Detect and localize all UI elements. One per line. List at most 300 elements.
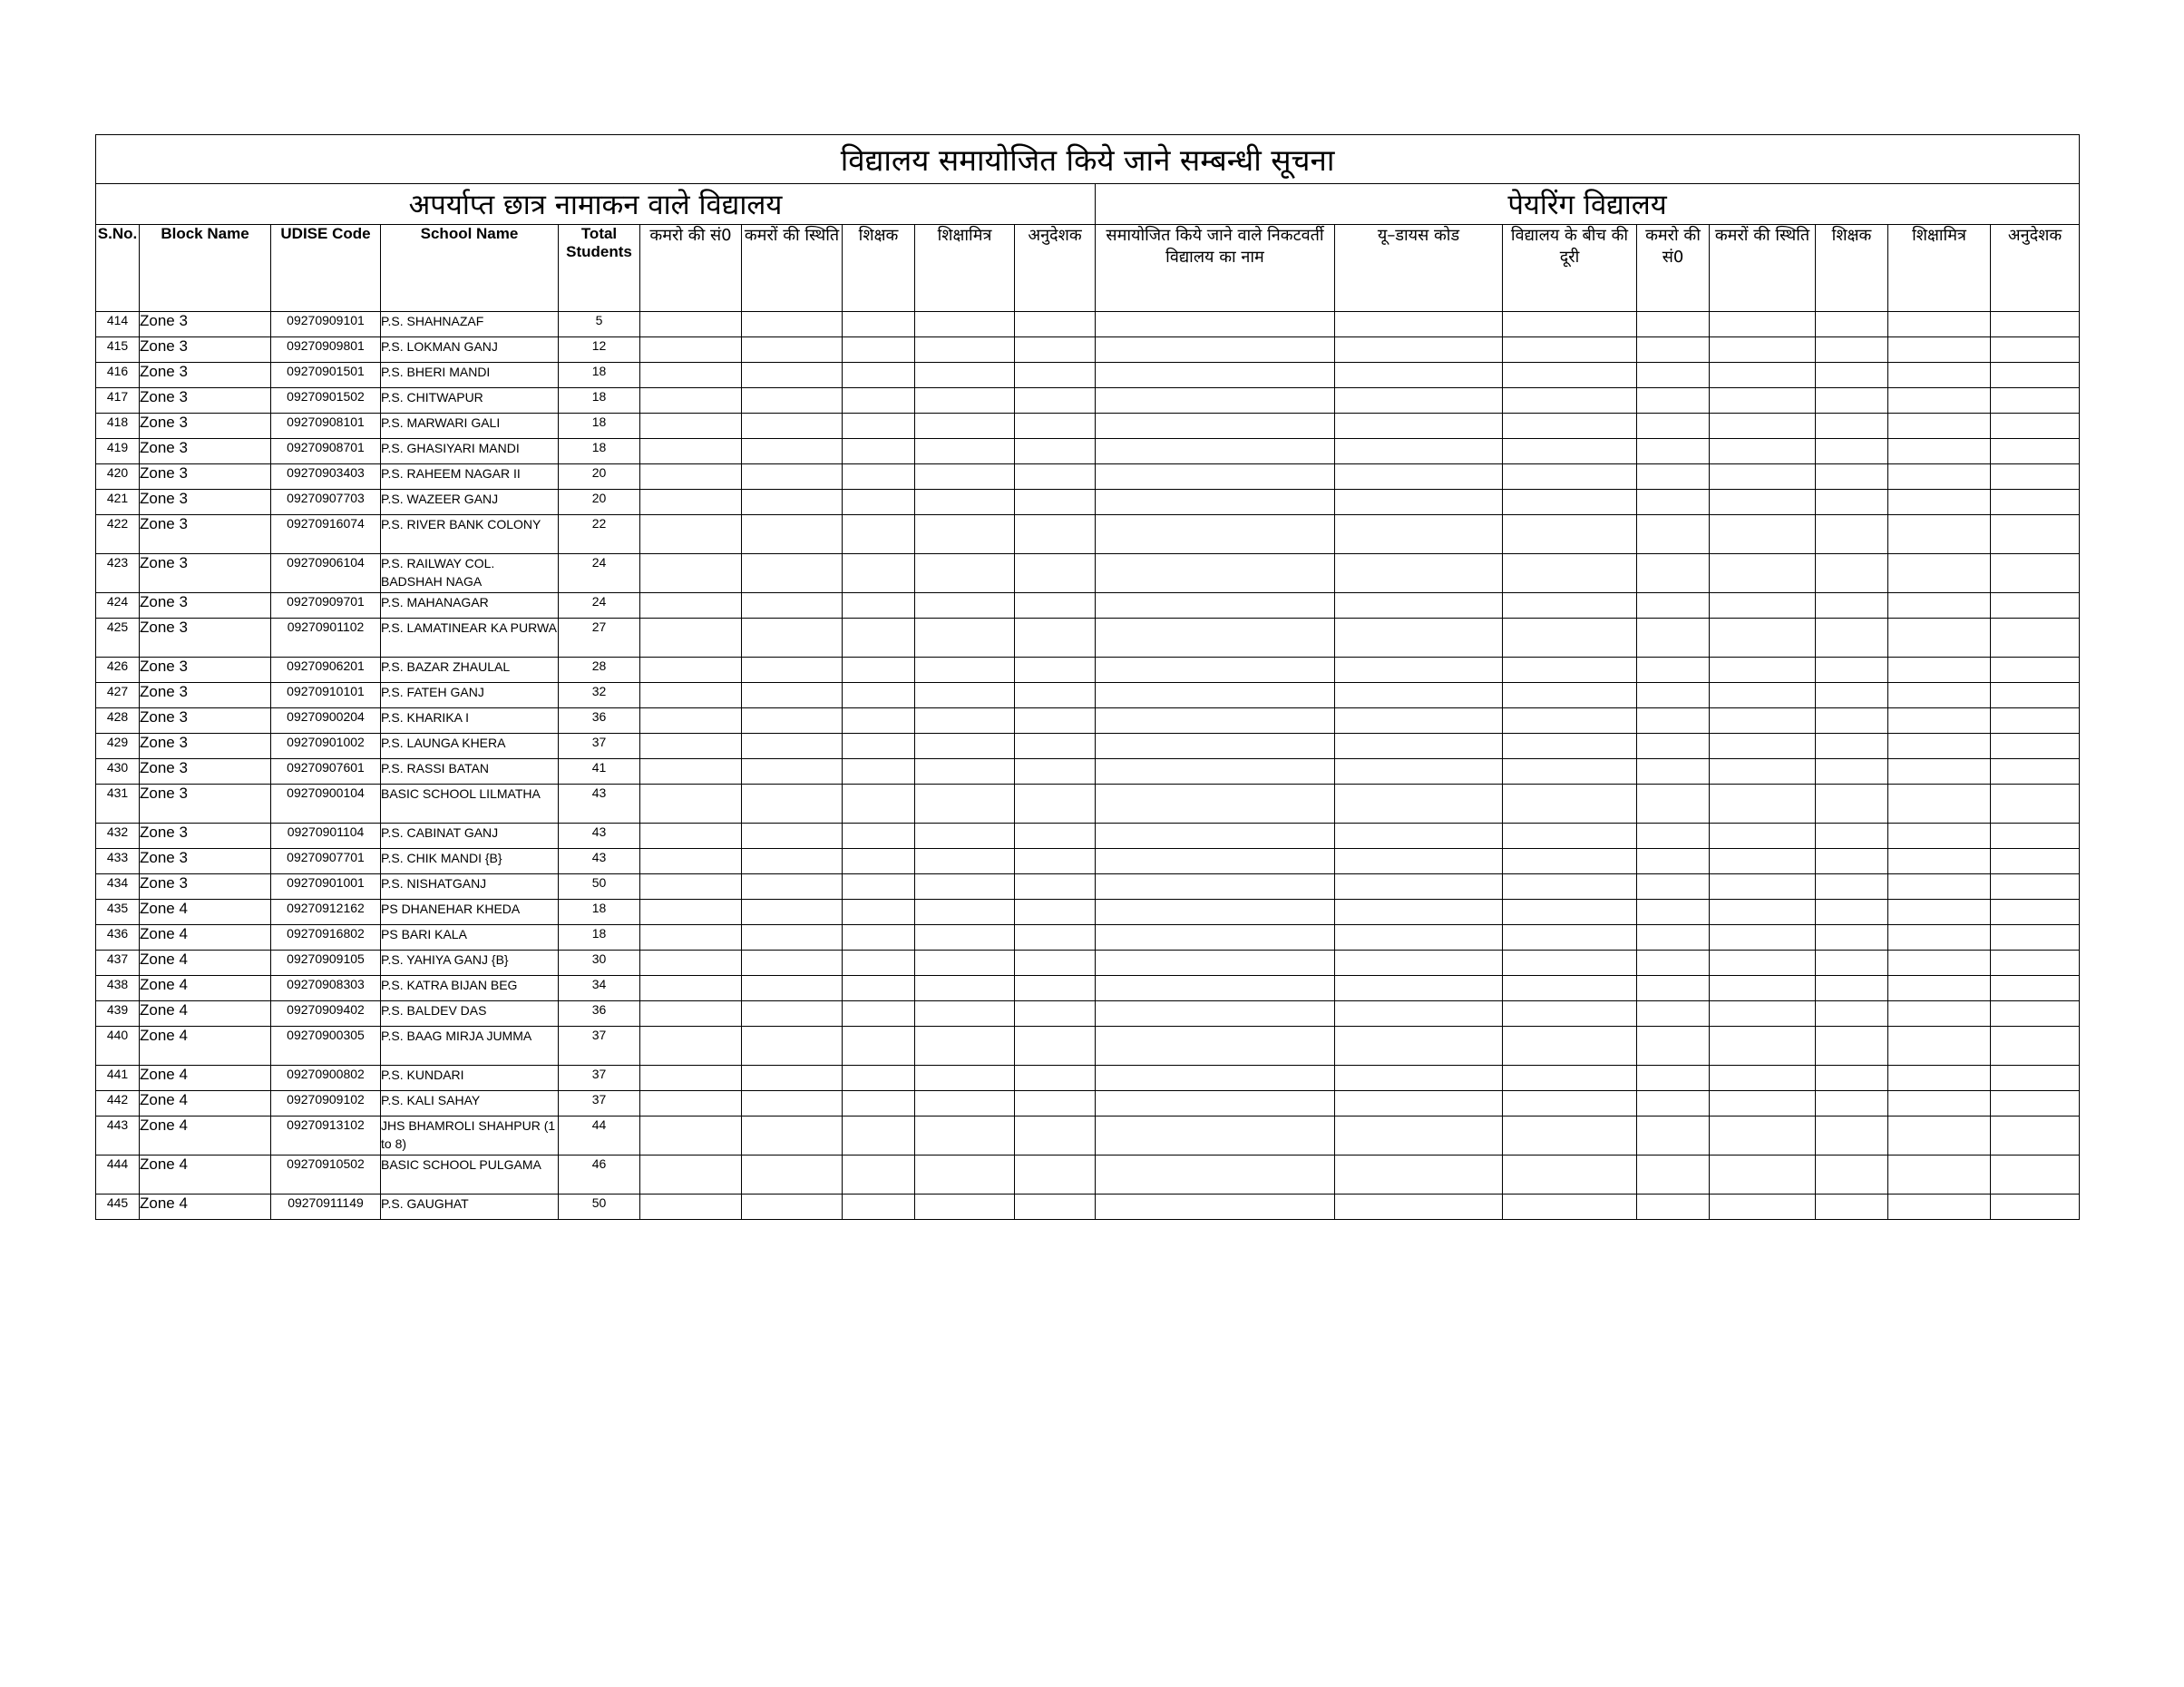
empty-cell: [742, 900, 843, 925]
row-total-students: 27: [559, 619, 640, 658]
empty-cell: [1335, 439, 1503, 464]
empty-cell: [1335, 708, 1503, 734]
row-udise-code: 09270913102: [271, 1117, 381, 1156]
empty-cell: [843, 824, 915, 849]
row-block-name: Zone 3: [140, 759, 271, 785]
empty-cell: [1637, 593, 1710, 619]
empty-cell: [1816, 785, 1888, 824]
empty-cell: [843, 658, 915, 683]
empty-cell: [1888, 593, 1991, 619]
row-udise-code: 09270900104: [271, 785, 381, 824]
table-row: [96, 925, 2080, 951]
empty-cell: [1503, 824, 1637, 849]
empty-cell: [915, 1027, 1015, 1066]
empty-cell: [1015, 490, 1096, 515]
row-udise-code: 09270901502: [271, 388, 381, 414]
empty-cell: [1816, 1195, 1888, 1220]
table-row: [96, 683, 2080, 708]
empty-cell: [1015, 363, 1096, 388]
empty-cell: [1991, 1001, 2080, 1027]
row-udise-code: 09270906104: [271, 554, 381, 593]
empty-cell: [1503, 1066, 1637, 1091]
empty-cell: [1015, 1156, 1096, 1195]
empty-cell: [1335, 1156, 1503, 1195]
empty-cell: [640, 490, 742, 515]
empty-cell: [1335, 490, 1503, 515]
empty-cell: [1637, 683, 1710, 708]
row-udise-code: 09270910101: [271, 683, 381, 708]
empty-cell: [1816, 824, 1888, 849]
empty-cell: [1816, 1117, 1888, 1156]
col-anudeshak: अनुदेशक: [1015, 225, 1096, 312]
empty-cell: [1335, 1117, 1503, 1156]
empty-cell: [640, 1027, 742, 1066]
empty-cell: [843, 1001, 915, 1027]
empty-cell: [1637, 759, 1710, 785]
row-udise-code: 09270909801: [271, 337, 381, 363]
row-school-name: P.S. LAUNGA KHERA: [381, 734, 559, 759]
row-udise-code: 09270907601: [271, 759, 381, 785]
empty-cell: [1816, 312, 1888, 337]
empty-cell: [1710, 388, 1816, 414]
empty-cell: [1888, 1195, 1991, 1220]
row-sno: 442: [96, 1091, 140, 1117]
empty-cell: [1503, 874, 1637, 900]
table-row: [96, 1066, 2080, 1091]
empty-cell: [1710, 785, 1816, 824]
empty-cell: [1637, 554, 1710, 593]
empty-cell: [1096, 1195, 1335, 1220]
row-udise-code: 09270916074: [271, 515, 381, 554]
empty-cell: [640, 464, 742, 490]
empty-cell: [742, 554, 843, 593]
table-row: [96, 951, 2080, 976]
row-block-name: Zone 3: [140, 554, 271, 593]
empty-cell: [1015, 554, 1096, 593]
row-sno: 414: [96, 312, 140, 337]
empty-cell: [1096, 824, 1335, 849]
empty-cell: [640, 874, 742, 900]
row-block-name: Zone 3: [140, 388, 271, 414]
empty-cell: [640, 515, 742, 554]
empty-cell: [1335, 759, 1503, 785]
empty-cell: [1335, 515, 1503, 554]
empty-cell: [915, 312, 1015, 337]
row-school-name: P.S. BAAG MIRJA JUMMA: [381, 1027, 559, 1066]
row-udise-code: 09270901001: [271, 874, 381, 900]
row-school-name: P.S. KHARIKA I: [381, 708, 559, 734]
empty-cell: [1015, 1066, 1096, 1091]
empty-cell: [1015, 824, 1096, 849]
empty-cell: [1816, 490, 1888, 515]
table-row: [96, 464, 2080, 490]
empty-cell: [742, 1091, 843, 1117]
empty-cell: [1015, 683, 1096, 708]
col-rooms-pairing: कमरो की सं0: [1637, 225, 1710, 312]
empty-cell: [1015, 1091, 1096, 1117]
empty-cell: [1991, 925, 2080, 951]
col-sno: S.No.: [96, 225, 140, 312]
empty-cell: [843, 900, 915, 925]
row-udise-code: 09270908101: [271, 414, 381, 439]
empty-cell: [1335, 619, 1503, 658]
row-block-name: Zone 4: [140, 1066, 271, 1091]
row-udise-code: 09270906201: [271, 658, 381, 683]
empty-cell: [1637, 490, 1710, 515]
row-block-name: Zone 4: [140, 976, 271, 1001]
empty-cell: [843, 1066, 915, 1091]
empty-cell: [843, 490, 915, 515]
row-total-students: 20: [559, 464, 640, 490]
row-sno: 441: [96, 1066, 140, 1091]
empty-cell: [1637, 900, 1710, 925]
empty-cell: [1710, 363, 1816, 388]
row-udise-code: 09270909105: [271, 951, 381, 976]
row-block-name: Zone 3: [140, 464, 271, 490]
empty-cell: [742, 312, 843, 337]
empty-cell: [1991, 1091, 2080, 1117]
row-total-students: 18: [559, 414, 640, 439]
table-row: [96, 490, 2080, 515]
empty-cell: [1096, 1027, 1335, 1066]
empty-cell: [1888, 658, 1991, 683]
row-school-name: PS DHANEHAR KHEDA: [381, 900, 559, 925]
empty-cell: [1816, 759, 1888, 785]
row-block-name: Zone 4: [140, 1156, 271, 1195]
row-total-students: 20: [559, 490, 640, 515]
empty-cell: [843, 619, 915, 658]
empty-cell: [640, 849, 742, 874]
empty-cell: [1991, 388, 2080, 414]
table-row: [96, 874, 2080, 900]
empty-cell: [1503, 388, 1637, 414]
empty-cell: [1096, 900, 1335, 925]
empty-cell: [640, 1156, 742, 1195]
col-room-status: कमरों की स्थिति: [742, 225, 843, 312]
row-school-name: PS BARI KALA: [381, 925, 559, 951]
empty-cell: [1710, 439, 1816, 464]
table-body: [96, 312, 2080, 1220]
empty-cell: [1888, 1117, 1991, 1156]
col-teacher-pairing: शिक्षक: [1816, 225, 1888, 312]
row-school-name: P.S. BAZAR ZHAULAL: [381, 658, 559, 683]
row-school-name: P.S. RIVER BANK COLONY: [381, 515, 559, 554]
empty-cell: [1015, 414, 1096, 439]
empty-cell: [1096, 490, 1335, 515]
empty-cell: [843, 734, 915, 759]
row-udise-code: 09270901002: [271, 734, 381, 759]
school-merger-table: [95, 134, 2080, 1220]
empty-cell: [1503, 515, 1637, 554]
row-total-students: 30: [559, 951, 640, 976]
row-school-name: P.S. NISHATGANJ: [381, 874, 559, 900]
empty-cell: [1816, 734, 1888, 759]
empty-cell: [1503, 1117, 1637, 1156]
empty-cell: [843, 363, 915, 388]
empty-cell: [742, 619, 843, 658]
col-block-name: Block Name: [140, 225, 271, 312]
empty-cell: [1888, 759, 1991, 785]
empty-cell: [1015, 658, 1096, 683]
empty-cell: [1888, 1156, 1991, 1195]
empty-cell: [1503, 414, 1637, 439]
empty-cell: [1096, 337, 1335, 363]
empty-cell: [1503, 337, 1637, 363]
empty-cell: [1710, 925, 1816, 951]
empty-cell: [915, 734, 1015, 759]
row-total-students: 43: [559, 785, 640, 824]
row-udise-code: 09270909701: [271, 593, 381, 619]
empty-cell: [1096, 1001, 1335, 1027]
empty-cell: [1710, 554, 1816, 593]
empty-cell: [1710, 976, 1816, 1001]
empty-cell: [1637, 439, 1710, 464]
empty-cell: [915, 619, 1015, 658]
empty-cell: [1503, 849, 1637, 874]
empty-cell: [1096, 388, 1335, 414]
empty-cell: [1888, 708, 1991, 734]
row-block-name: Zone 3: [140, 824, 271, 849]
row-block-name: Zone 4: [140, 900, 271, 925]
row-block-name: Zone 3: [140, 312, 271, 337]
row-block-name: Zone 4: [140, 1027, 271, 1066]
empty-cell: [1888, 312, 1991, 337]
col-teacher: शिक्षक: [843, 225, 915, 312]
empty-cell: [1637, 708, 1710, 734]
empty-cell: [1096, 1066, 1335, 1091]
row-sno: 423: [96, 554, 140, 593]
row-total-students: 18: [559, 925, 640, 951]
table-row: [96, 619, 2080, 658]
empty-cell: [1710, 1001, 1816, 1027]
empty-cell: [1991, 1156, 2080, 1195]
empty-cell: [640, 900, 742, 925]
empty-cell: [742, 363, 843, 388]
empty-cell: [1888, 414, 1991, 439]
empty-cell: [915, 849, 1015, 874]
empty-cell: [1503, 900, 1637, 925]
empty-cell: [1991, 337, 2080, 363]
empty-cell: [1991, 976, 2080, 1001]
empty-cell: [1888, 439, 1991, 464]
empty-cell: [843, 1117, 915, 1156]
row-udise-code: 09270909101: [271, 312, 381, 337]
empty-cell: [1710, 1066, 1816, 1091]
empty-cell: [1888, 1027, 1991, 1066]
empty-cell: [1991, 464, 2080, 490]
empty-cell: [1637, 515, 1710, 554]
empty-cell: [1991, 683, 2080, 708]
row-udise-code: 09270909102: [271, 1091, 381, 1117]
empty-cell: [915, 515, 1015, 554]
empty-cell: [1816, 1066, 1888, 1091]
row-sno: 415: [96, 337, 140, 363]
empty-cell: [1096, 683, 1335, 708]
row-sno: 435: [96, 900, 140, 925]
empty-cell: [1816, 363, 1888, 388]
row-sno: 417: [96, 388, 140, 414]
empty-cell: [1991, 824, 2080, 849]
table-row: [96, 658, 2080, 683]
empty-cell: [1816, 874, 1888, 900]
row-block-name: Zone 3: [140, 849, 271, 874]
row-school-name: P.S. MARWARI GALI: [381, 414, 559, 439]
empty-cell: [843, 388, 915, 414]
empty-cell: [1991, 849, 2080, 874]
empty-cell: [1503, 925, 1637, 951]
empty-cell: [1503, 1001, 1637, 1027]
empty-cell: [1991, 619, 2080, 658]
row-sno: 438: [96, 976, 140, 1001]
row-sno: 433: [96, 849, 140, 874]
empty-cell: [1991, 1027, 2080, 1066]
table-row: [96, 976, 2080, 1001]
empty-cell: [843, 1156, 915, 1195]
empty-cell: [1991, 874, 2080, 900]
empty-cell: [915, 1001, 1015, 1027]
empty-cell: [915, 658, 1015, 683]
empty-cell: [843, 708, 915, 734]
empty-cell: [1637, 312, 1710, 337]
row-sno: 432: [96, 824, 140, 849]
empty-cell: [742, 874, 843, 900]
table-row: [96, 337, 2080, 363]
empty-cell: [1637, 1117, 1710, 1156]
row-sno: 425: [96, 619, 140, 658]
empty-cell: [1096, 464, 1335, 490]
empty-cell: [843, 312, 915, 337]
row-sno: 421: [96, 490, 140, 515]
empty-cell: [1710, 874, 1816, 900]
empty-cell: [1335, 593, 1503, 619]
table-row: [96, 1156, 2080, 1195]
empty-cell: [915, 951, 1015, 976]
empty-cell: [640, 363, 742, 388]
empty-cell: [1888, 464, 1991, 490]
empty-cell: [1637, 734, 1710, 759]
col-anudeshak-pairing: अनुदेशक: [1991, 225, 2080, 312]
table-row: [96, 1091, 2080, 1117]
empty-cell: [1015, 734, 1096, 759]
row-total-students: 46: [559, 1156, 640, 1195]
empty-cell: [1991, 363, 2080, 388]
row-total-students: 18: [559, 363, 640, 388]
empty-cell: [1888, 554, 1991, 593]
empty-cell: [742, 824, 843, 849]
col-total-students: Total Students: [559, 225, 640, 312]
table-row: [96, 1027, 2080, 1066]
empty-cell: [1991, 1066, 2080, 1091]
empty-cell: [1503, 734, 1637, 759]
empty-cell: [1710, 824, 1816, 849]
empty-cell: [1991, 1195, 2080, 1220]
empty-cell: [1991, 490, 2080, 515]
empty-cell: [640, 785, 742, 824]
empty-cell: [843, 1091, 915, 1117]
row-block-name: Zone 3: [140, 619, 271, 658]
empty-cell: [1096, 708, 1335, 734]
empty-cell: [1816, 1091, 1888, 1117]
empty-cell: [1015, 708, 1096, 734]
empty-cell: [1335, 900, 1503, 925]
row-sno: 443: [96, 1117, 140, 1156]
row-udise-code: 09270916802: [271, 925, 381, 951]
empty-cell: [1335, 849, 1503, 874]
empty-cell: [843, 554, 915, 593]
row-total-students: 43: [559, 824, 640, 849]
empty-cell: [1096, 439, 1335, 464]
empty-cell: [1503, 1156, 1637, 1195]
empty-cell: [1503, 363, 1637, 388]
empty-cell: [1015, 619, 1096, 658]
table-row: [96, 363, 2080, 388]
row-school-name: P.S. CHIK MANDI {B}: [381, 849, 559, 874]
empty-cell: [1015, 874, 1096, 900]
empty-cell: [640, 824, 742, 849]
empty-cell: [915, 1156, 1015, 1195]
empty-cell: [1503, 619, 1637, 658]
row-total-students: 37: [559, 1091, 640, 1117]
row-sno: 428: [96, 708, 140, 734]
empty-cell: [640, 658, 742, 683]
row-school-name: P.S. WAZEER GANJ: [381, 490, 559, 515]
empty-cell: [915, 900, 1015, 925]
row-sno: 427: [96, 683, 140, 708]
empty-cell: [1503, 658, 1637, 683]
table-row: [96, 515, 2080, 554]
empty-cell: [1637, 363, 1710, 388]
empty-cell: [742, 976, 843, 1001]
empty-cell: [1015, 515, 1096, 554]
table-row: [96, 900, 2080, 925]
empty-cell: [742, 439, 843, 464]
empty-cell: [1335, 951, 1503, 976]
empty-cell: [1991, 1117, 2080, 1156]
empty-cell: [742, 658, 843, 683]
empty-cell: [915, 363, 1015, 388]
empty-cell: [1888, 1091, 1991, 1117]
empty-cell: [1096, 1156, 1335, 1195]
empty-cell: [640, 976, 742, 1001]
empty-cell: [915, 1066, 1015, 1091]
empty-cell: [915, 683, 1015, 708]
empty-cell: [742, 337, 843, 363]
empty-cell: [640, 759, 742, 785]
empty-cell: [1335, 785, 1503, 824]
empty-cell: [1710, 1156, 1816, 1195]
empty-cell: [1096, 1117, 1335, 1156]
empty-cell: [1503, 1195, 1637, 1220]
empty-cell: [1816, 951, 1888, 976]
empty-cell: [915, 439, 1015, 464]
empty-cell: [640, 619, 742, 658]
empty-cell: [1710, 490, 1816, 515]
row-block-name: Zone 4: [140, 925, 271, 951]
empty-cell: [1816, 464, 1888, 490]
table-row: [96, 439, 2080, 464]
empty-cell: [742, 1066, 843, 1091]
empty-cell: [742, 593, 843, 619]
row-total-students: 18: [559, 388, 640, 414]
empty-cell: [843, 1195, 915, 1220]
empty-cell: [1335, 363, 1503, 388]
row-udise-code: 09270901102: [271, 619, 381, 658]
empty-cell: [1888, 337, 1991, 363]
empty-cell: [1335, 464, 1503, 490]
empty-cell: [640, 1001, 742, 1027]
empty-cell: [1096, 414, 1335, 439]
empty-cell: [1503, 593, 1637, 619]
